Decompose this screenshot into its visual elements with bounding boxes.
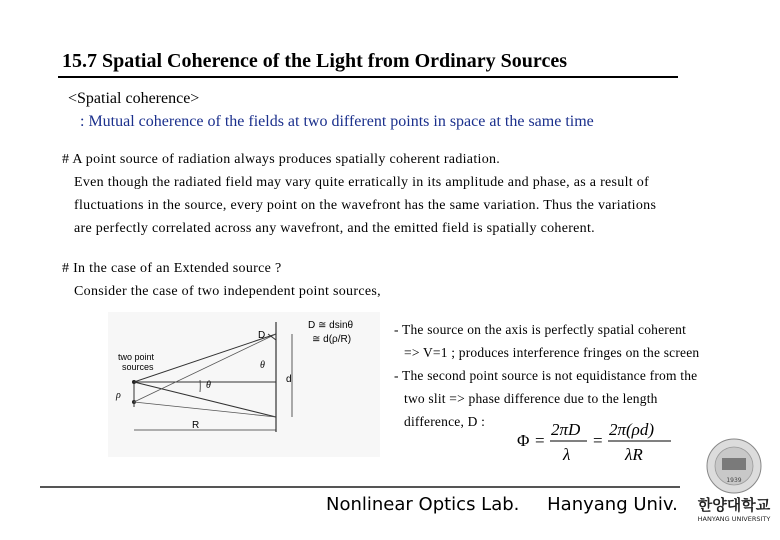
note-item: - The second point source is not equidistance from the — [394, 368, 698, 383]
notes-list — [394, 318, 754, 433]
D-approx-eq: D ≅ dsinθ — [308, 320, 354, 331]
formula-numerator-2: 2π(ρd) — [609, 420, 654, 439]
footer — [326, 494, 700, 515]
R-label: R — [192, 420, 200, 431]
section-subtitle: <Spatial coherence> — [68, 90, 200, 107]
paragraph-line: Consider the case of two independent point sources, — [74, 284, 381, 299]
formula-denominator-2: λR — [625, 445, 643, 464]
formula-numerator-1: 2πD — [551, 420, 581, 439]
note-item: => V=1 ; produces interference fringes on the screen — [404, 345, 700, 360]
footer-univ: Hanyang Univ. — [547, 494, 678, 515]
d-label: d — [286, 374, 292, 385]
title-underline — [58, 76, 678, 78]
paragraph-line: are perfectly correlated across any wavefront, and the emitted field is spatially coherent. — [74, 221, 595, 236]
formula-equals: = — [593, 431, 603, 450]
paragraph-extended-source — [62, 257, 742, 303]
formula-phi: Φ — [517, 431, 530, 450]
diagram-label-sources: two point — [118, 352, 155, 362]
seal-emblem — [722, 458, 746, 470]
paragraph-line: fluctuations in the source, every point on the wavefront has the same variation. Thus the variations — [74, 198, 657, 213]
note-item: - The source on the axis is perfectly spatial coherent — [394, 322, 687, 337]
footer-rule — [40, 486, 680, 488]
logo-english: HANYANG UNIVERSITY — [697, 515, 771, 523]
footer-lab: Nonlinear Optics Lab. — [326, 494, 520, 515]
paragraph-line: Even though the radiated field may vary quite erratically in its amplitude and phase, as a result of — [74, 175, 650, 190]
page-title: 15.7 Spatial Coherence of the Light from Ordinary Sources — [62, 50, 567, 72]
formula-denominator-1: λ — [563, 445, 571, 464]
formula-equals: = — [535, 431, 545, 450]
note-item: difference, D : — [404, 414, 486, 429]
paragraph-lead: # In the case of an Extended source ? — [62, 261, 282, 276]
university-logo — [692, 436, 776, 528]
diagram-label-sources: sources — [122, 362, 154, 372]
paragraph-point-source — [62, 148, 742, 240]
rho-label: ρ — [116, 390, 121, 401]
logo-korean: 한양대학교 — [697, 496, 771, 514]
D-approx-eq2: ≅ d(ρ/R) — [312, 334, 352, 345]
theta-label: θ — [206, 380, 211, 391]
two-source-diagram — [108, 312, 380, 457]
note-item: two slit => phase difference due to the length — [404, 391, 658, 406]
paragraph-lead: # A point source of radiation always produces spatially coherent radiation. — [62, 152, 501, 167]
seal-year: 1939 — [726, 477, 742, 484]
D-label: D — [258, 330, 266, 341]
phase-formula — [515, 417, 675, 465]
theta-label-screen: θ — [260, 360, 265, 371]
definition-text: : Mutual coherence of the fields at two different points in space at the same time — [80, 113, 594, 130]
